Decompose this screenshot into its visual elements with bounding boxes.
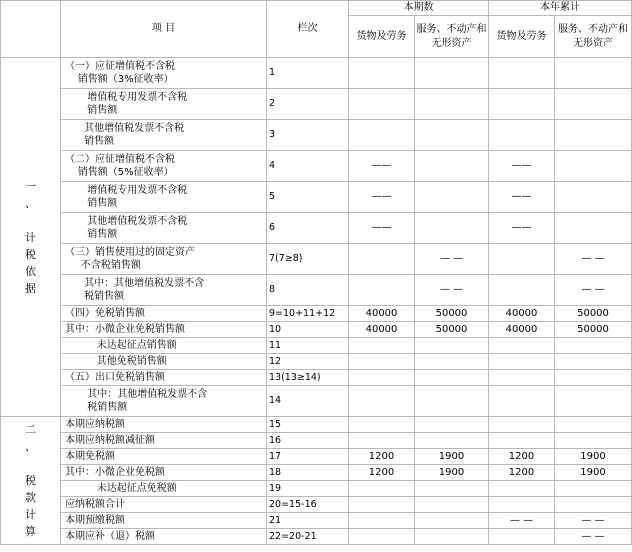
row-col-no[interactable]: 5 [267, 182, 349, 213]
section-label-basis: 一 、 计 税 依 据 [1, 58, 61, 417]
row-col-no[interactable]: 19 [267, 481, 349, 497]
row-label[interactable]: 本期应纳税额 [61, 417, 267, 433]
header-goods: 货物及劳务 [349, 16, 415, 58]
cell-ytd-goods[interactable] [489, 338, 555, 354]
table-row [1, 275, 632, 306]
table-row [1, 58, 632, 89]
cell-current-services[interactable] [415, 370, 489, 386]
cell-ytd-services[interactable]: 50000 [555, 322, 632, 338]
row-label[interactable]: 其他免税销售额 [61, 354, 267, 370]
row-col-no[interactable]: 22=20-21 [267, 529, 349, 545]
cell-ytd-goods[interactable] [489, 89, 555, 120]
header-col-no: 栏次 [267, 1, 349, 58]
cell-ytd-services[interactable]: 50000 [555, 306, 632, 322]
cell-current-goods[interactable]: 1200 [349, 449, 415, 465]
row-label[interactable]: （三）销售使用过的固定资产 不含税销售额 [61, 244, 267, 275]
header-item: 项 目 [61, 1, 267, 58]
cell-current-goods[interactable]: 40000 [349, 322, 415, 338]
table-row [1, 322, 632, 338]
cell-current-goods[interactable] [349, 58, 415, 89]
cell-ytd-goods[interactable]: 1200 [489, 465, 555, 481]
row-col-no[interactable]: 13(13≥14) [267, 370, 349, 386]
row-col-no[interactable]: 3 [267, 120, 349, 151]
cell-current-goods[interactable] [349, 354, 415, 370]
cell-current-services[interactable] [415, 120, 489, 151]
cell-ytd-goods[interactable] [489, 433, 555, 449]
cell-current-goods[interactable] [349, 244, 415, 275]
cell-ytd-goods[interactable]: —— [489, 151, 555, 182]
row-col-no[interactable]: 2 [267, 89, 349, 120]
cell-ytd-goods[interactable]: — — [489, 513, 555, 529]
table-row [1, 89, 632, 120]
cell-ytd-goods[interactable]: —— [489, 213, 555, 244]
cell-ytd-goods[interactable] [489, 481, 555, 497]
cell-current-goods[interactable]: —— [349, 182, 415, 213]
header-year-to-date: 本年累计 [489, 1, 632, 16]
row-col-no[interactable]: 12 [267, 354, 349, 370]
row-label[interactable]: 其他增值税发票不含税 销售额 [61, 213, 267, 244]
table-row [1, 497, 632, 513]
cell-ytd-services[interactable] [555, 58, 632, 89]
row-col-no[interactable]: 21 [267, 513, 349, 529]
cell-ytd-services[interactable] [555, 120, 632, 151]
cell-current-services[interactable] [415, 89, 489, 120]
row-label[interactable]: 本期应纳税额减征额 [61, 433, 267, 449]
cell-ytd-goods[interactable] [489, 244, 555, 275]
row-label[interactable]: （五）出口免税销售额 [61, 370, 267, 386]
table-row [1, 481, 632, 497]
cell-ytd-goods[interactable]: 40000 [489, 322, 555, 338]
row-col-no[interactable]: 17 [267, 449, 349, 465]
table-row [1, 513, 632, 529]
cell-current-services[interactable] [415, 481, 489, 497]
cell-current-services[interactable]: 1900 [415, 449, 489, 465]
cell-ytd-services[interactable] [555, 370, 632, 386]
row-label[interactable]: 应纳税额合计 [61, 497, 267, 513]
row-label[interactable]: 未达起征点销售额 [61, 338, 267, 354]
row-col-no[interactable]: 18 [267, 465, 349, 481]
table-row [1, 417, 632, 433]
cell-ytd-services[interactable] [555, 213, 632, 244]
cell-current-goods[interactable]: —— [349, 151, 415, 182]
cell-current-services[interactable]: 50000 [415, 322, 489, 338]
row-col-no[interactable]: 10 [267, 322, 349, 338]
table-row [1, 151, 632, 182]
cell-current-services[interactable] [415, 513, 489, 529]
row-label[interactable]: 本期免税额 [61, 449, 267, 465]
cell-current-services[interactable] [415, 338, 489, 354]
cell-current-goods[interactable] [349, 497, 415, 513]
row-col-no[interactable]: 6 [267, 213, 349, 244]
header-services-ytd: 服务、不动产和无形资产 [555, 16, 632, 58]
row-col-no[interactable]: 16 [267, 433, 349, 449]
cell-ytd-services[interactable]: 1900 [555, 449, 632, 465]
cell-current-goods[interactable] [349, 417, 415, 433]
row-col-no[interactable]: 7(7≥8) [267, 244, 349, 275]
row-col-no[interactable]: 20=15-16 [267, 497, 349, 513]
table-row [1, 386, 632, 417]
cell-ytd-services[interactable] [555, 182, 632, 213]
cell-current-services[interactable] [415, 58, 489, 89]
cell-current-goods[interactable]: 40000 [349, 306, 415, 322]
row-col-no[interactable]: 11 [267, 338, 349, 354]
cell-current-services[interactable] [415, 497, 489, 513]
cell-current-goods[interactable] [349, 513, 415, 529]
table-row [1, 433, 632, 449]
cell-ytd-services[interactable] [555, 481, 632, 497]
row-label[interactable]: 增值税专用发票不含税 销售额 [61, 182, 267, 213]
table-row [1, 182, 632, 213]
cell-current-goods[interactable] [349, 370, 415, 386]
cell-ytd-goods[interactable] [489, 529, 555, 545]
table-row [1, 120, 632, 151]
cell-current-services[interactable]: 50000 [415, 306, 489, 322]
row-label[interactable]: 未达起征点免税额 [61, 481, 267, 497]
table-row [1, 306, 632, 322]
cell-ytd-services[interactable]: — — [555, 244, 632, 275]
row-label[interactable]: 其中：其他增值税发票不含 税销售额 [61, 275, 267, 306]
cell-ytd-goods[interactable] [489, 58, 555, 89]
cell-ytd-services[interactable] [555, 89, 632, 120]
cell-ytd-goods[interactable]: 40000 [489, 306, 555, 322]
cell-current-services[interactable] [415, 151, 489, 182]
cell-current-services[interactable] [415, 213, 489, 244]
cell-ytd-services[interactable] [555, 151, 632, 182]
row-col-no[interactable]: 9=10+11+12 [267, 306, 349, 322]
row-label[interactable]: 本期应补（退）税额 [61, 529, 267, 545]
row-label[interactable]: 其中：小微企业免税销售额 [61, 322, 267, 338]
cell-ytd-goods[interactable]: —— [489, 182, 555, 213]
cell-ytd-services[interactable]: — — [555, 513, 632, 529]
cell-current-services[interactable] [415, 417, 489, 433]
row-label[interactable]: （二）应征增值税不含税 销售额（5%征收率） [61, 151, 267, 182]
row-col-no[interactable]: 15 [267, 417, 349, 433]
cell-ytd-goods[interactable] [489, 275, 555, 306]
cell-ytd-services[interactable] [555, 386, 632, 417]
cell-current-services[interactable] [415, 182, 489, 213]
cell-current-goods[interactable]: —— [349, 213, 415, 244]
cell-ytd-goods[interactable] [489, 497, 555, 513]
cell-ytd-goods[interactable] [489, 370, 555, 386]
corner-cell [1, 1, 61, 58]
header-goods-ytd: 货物及劳务 [489, 16, 555, 58]
cell-ytd-services[interactable] [555, 417, 632, 433]
table-row [1, 213, 632, 244]
cell-current-services[interactable]: — — [415, 244, 489, 275]
cell-current-services[interactable]: — — [415, 275, 489, 306]
table-row [1, 465, 632, 481]
cell-current-services[interactable] [415, 354, 489, 370]
cell-ytd-services[interactable] [555, 354, 632, 370]
cell-current-goods[interactable] [349, 338, 415, 354]
cell-ytd-goods[interactable] [489, 120, 555, 151]
cell-current-goods[interactable] [349, 529, 415, 545]
row-label[interactable]: （四）免税销售额 [61, 306, 267, 322]
cell-ytd-services[interactable]: — — [555, 529, 632, 545]
row-label[interactable]: （一）应征增值税不含税 销售额（3%征收率） [61, 58, 267, 89]
cell-ytd-services[interactable] [555, 338, 632, 354]
table-row [1, 449, 632, 465]
row-col-no[interactable]: 8 [267, 275, 349, 306]
row-col-no[interactable]: 1 [267, 58, 349, 89]
cell-ytd-goods[interactable] [489, 354, 555, 370]
cell-current-goods[interactable] [349, 275, 415, 306]
cell-current-services[interactable] [415, 529, 489, 545]
row-label[interactable]: 增值税专用发票不含税 销售额 [61, 89, 267, 120]
row-label[interactable]: 其他增值税发票不含税 销售额 [61, 120, 267, 151]
cell-current-services[interactable] [415, 386, 489, 417]
cell-ytd-goods[interactable] [489, 417, 555, 433]
cell-ytd-goods[interactable]: 1200 [489, 449, 555, 465]
cell-current-goods[interactable] [349, 89, 415, 120]
row-col-no[interactable]: 14 [267, 386, 349, 417]
cell-ytd-services[interactable]: 1900 [555, 465, 632, 481]
cell-current-goods[interactable]: 1200 [349, 465, 415, 481]
cell-ytd-goods[interactable] [489, 386, 555, 417]
cell-ytd-services[interactable]: — — [555, 275, 632, 306]
header-current-period: 本期数 [349, 1, 489, 16]
cell-current-services[interactable] [415, 433, 489, 449]
cell-ytd-services[interactable] [555, 497, 632, 513]
cell-current-goods[interactable] [349, 481, 415, 497]
section-label-calculation: 二 、 税 款 计 算 [1, 417, 61, 545]
row-label[interactable]: 其中：小微企业免税额 [61, 465, 267, 481]
row-col-no[interactable]: 4 [267, 151, 349, 182]
table-row [1, 338, 632, 354]
cell-current-goods[interactable] [349, 433, 415, 449]
table-row [1, 529, 632, 545]
header-services: 服务、不动产和无形资产 [415, 16, 489, 58]
table-row [1, 244, 632, 275]
cell-current-goods[interactable] [349, 386, 415, 417]
row-label[interactable]: 本期预缴税额 [61, 513, 267, 529]
table-row [1, 370, 632, 386]
cell-current-goods[interactable] [349, 120, 415, 151]
cell-ytd-services[interactable] [555, 433, 632, 449]
cell-current-services[interactable]: 1900 [415, 465, 489, 481]
row-label[interactable]: 其中：其他增值税发票不含 税销售额 [61, 386, 267, 417]
table-row [1, 354, 632, 370]
